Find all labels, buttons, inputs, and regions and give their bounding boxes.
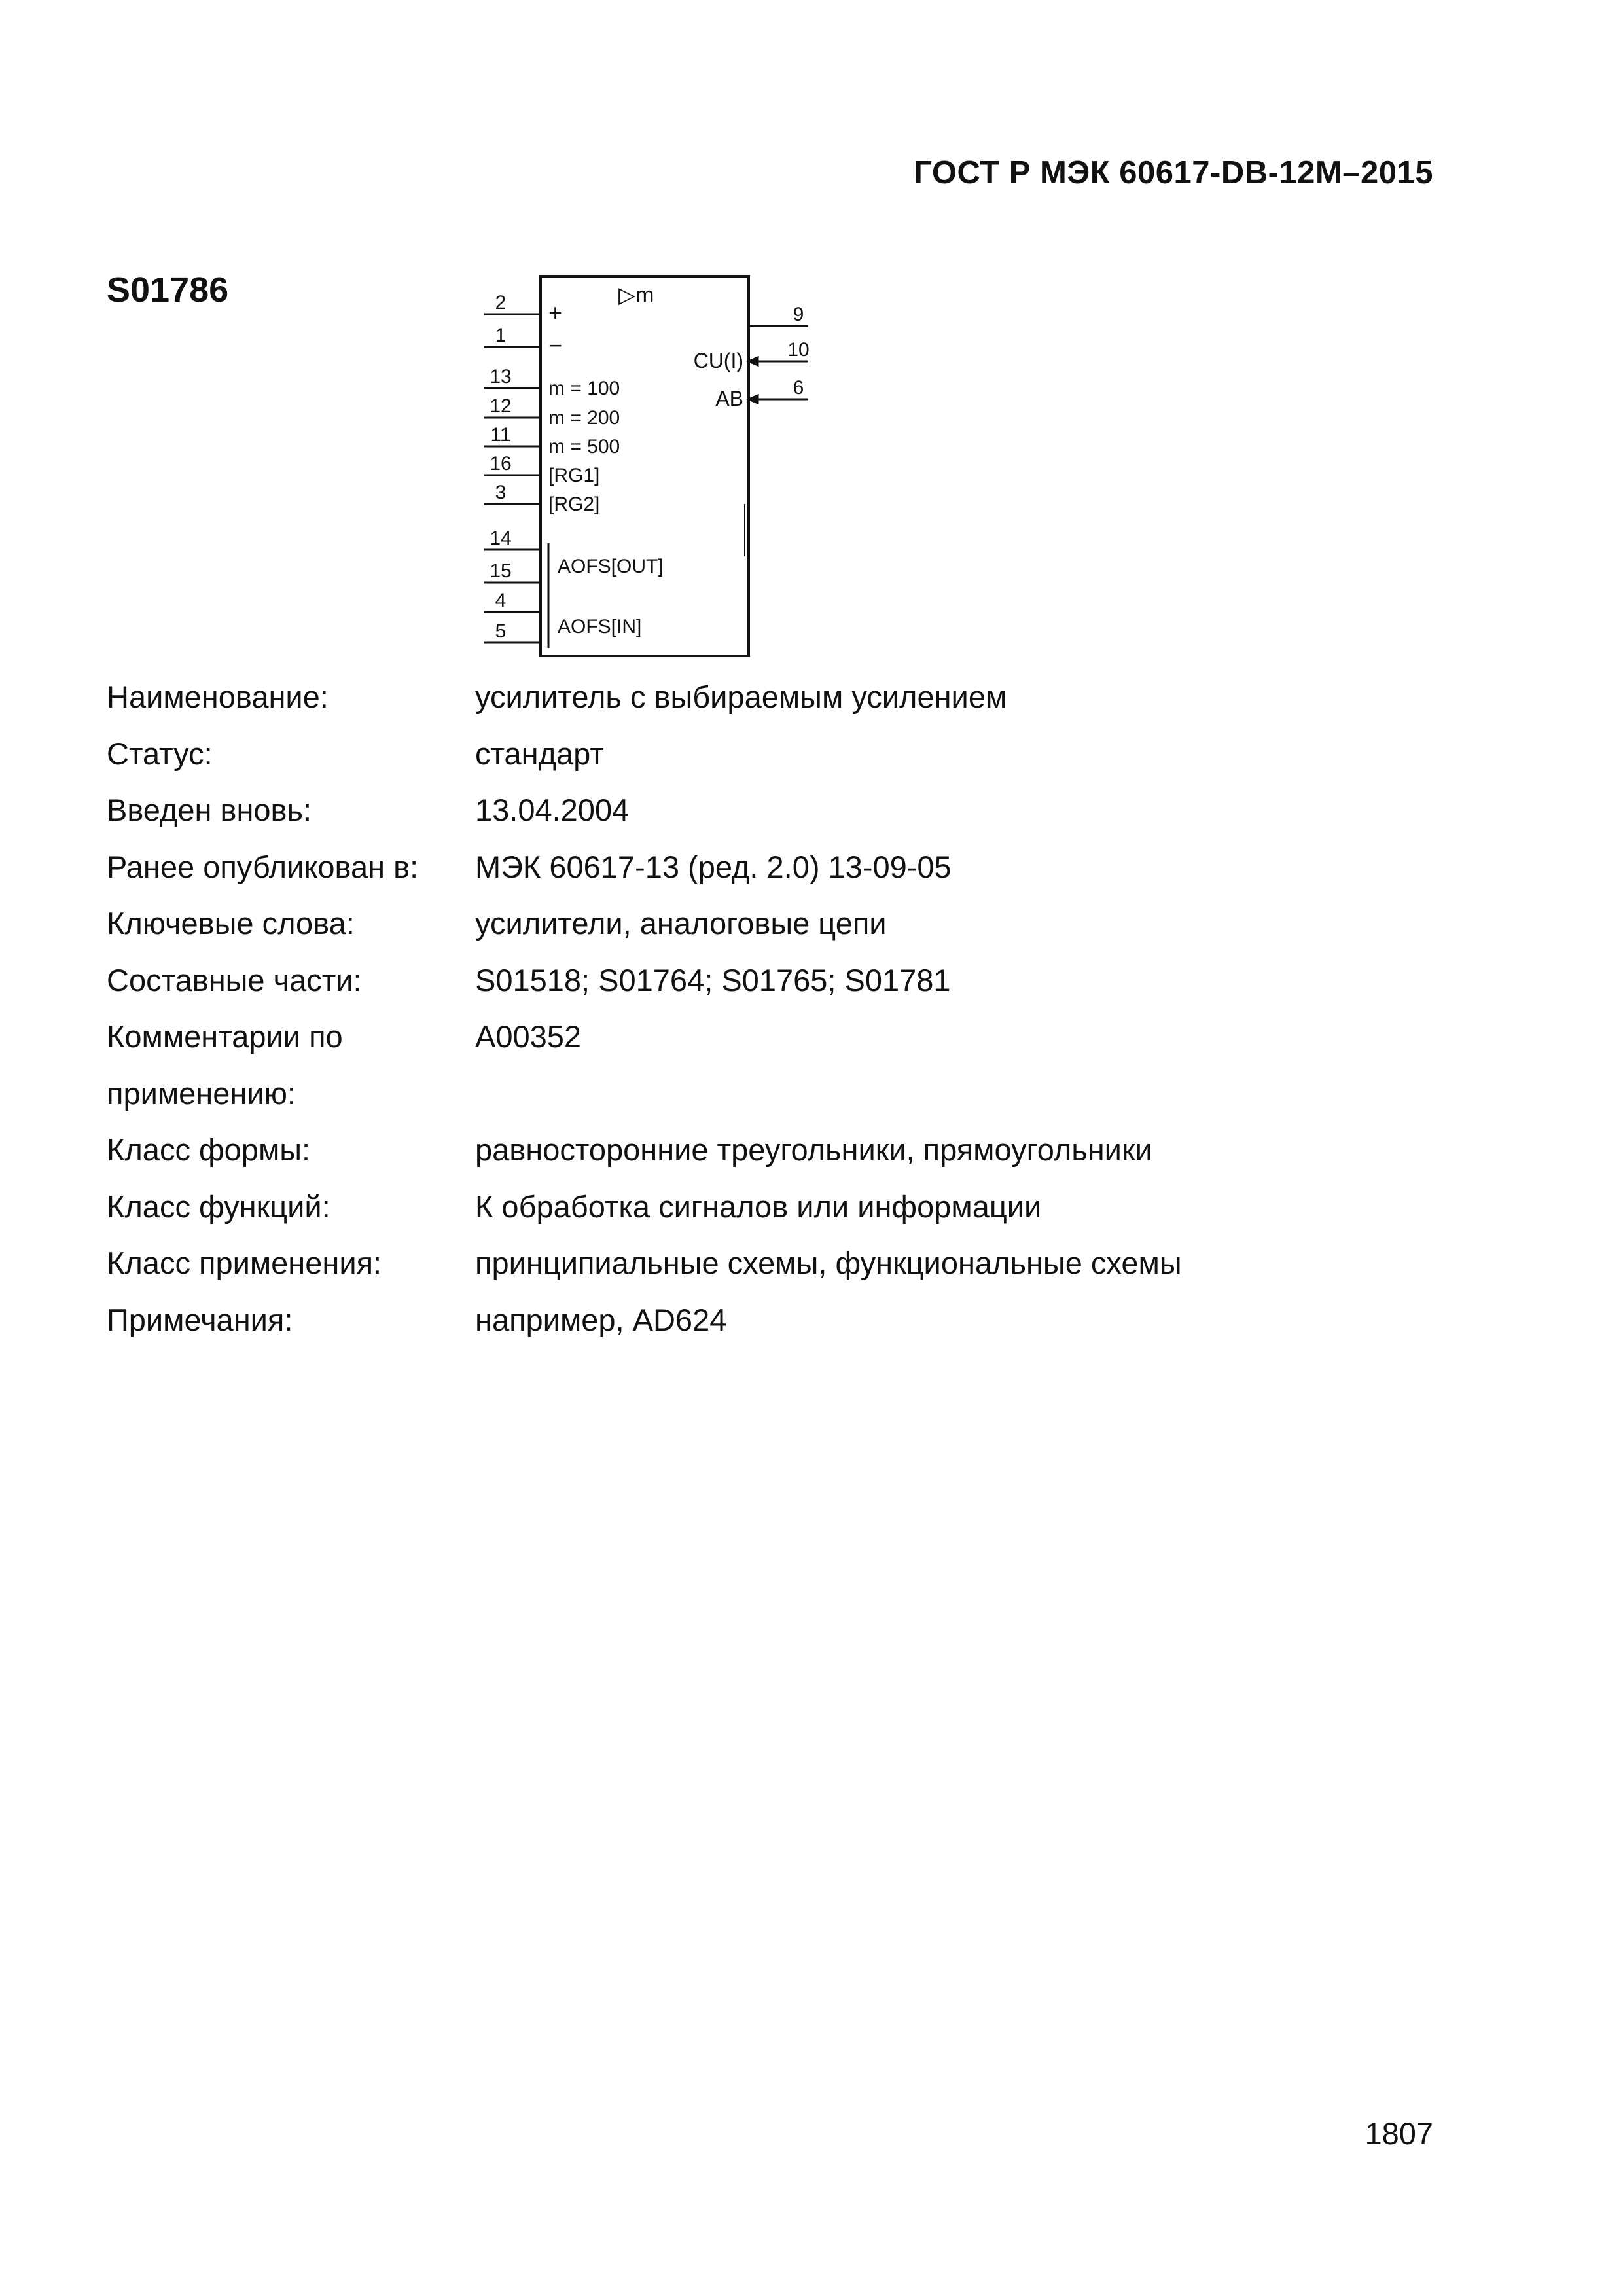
property-label: Составные части:: [107, 962, 362, 997]
page-number: 1807: [1364, 2116, 1433, 2151]
property-row: [107, 1122, 1448, 1179]
property-row: [107, 726, 1448, 783]
output-label: AB: [715, 387, 743, 410]
pin-number: 12: [490, 395, 512, 417]
pin-number: 2: [495, 292, 507, 314]
property-label: Ранее опубликован в:: [107, 849, 419, 884]
input-label: m = 200: [548, 407, 620, 429]
property-label: Ключевые слова:: [107, 906, 355, 941]
property-label: Класс функций:: [107, 1189, 330, 1224]
properties-table: [107, 669, 1448, 1348]
input-label: [RG2]: [548, 493, 600, 515]
property-value: К обработка сигналов или информации: [475, 1189, 1042, 1224]
property-value: A00352: [475, 1019, 582, 1054]
property-value: МЭК 60617-13 (ред. 2.0) 13-09-05: [475, 849, 952, 884]
property-value: 13.04.2004: [475, 793, 630, 827]
property-label: Наименование:: [107, 679, 329, 714]
property-row: [107, 1179, 1448, 1236]
output-label: CU(I): [693, 349, 743, 372]
property-row: [107, 1066, 1448, 1122]
pin-number: 10: [787, 339, 810, 361]
property-value: равносторонние треугольники, прямоугольники: [475, 1132, 1152, 1167]
symbol-code: S01786: [107, 270, 229, 310]
property-row: [107, 1009, 1448, 1066]
pin-number: 13: [490, 366, 512, 387]
pin-number: 14: [490, 528, 512, 549]
input-label: +: [548, 299, 563, 326]
property-label: Комментарии по: [107, 1019, 343, 1054]
left-pin-lines: [484, 314, 541, 643]
property-value: например, AD624: [475, 1302, 727, 1337]
property-label: Введен вновь:: [107, 793, 312, 827]
property-value: принципиальные схемы, функциональные схемы: [475, 1246, 1182, 1280]
property-row: [107, 1235, 1448, 1292]
property-label: применению:: [107, 1075, 296, 1111]
amplifier-symbol: [478, 268, 818, 674]
input-label: −: [548, 332, 563, 359]
property-label: Класс применения:: [107, 1246, 382, 1280]
input-label: [RG1]: [548, 465, 600, 486]
property-row: [107, 839, 1448, 896]
amplifier-qualifier: ▷m: [618, 283, 654, 308]
property-row: [107, 952, 1448, 1009]
pin-number: 11: [490, 424, 511, 446]
pin-number: 9: [793, 304, 804, 325]
property-value: [475, 1066, 1448, 1122]
pin-number: 5: [495, 620, 507, 642]
property-row: [107, 782, 1448, 839]
pin-number: 3: [495, 482, 507, 503]
property-row: [107, 1292, 1448, 1349]
property-value: стандарт: [475, 736, 604, 771]
property-row: [107, 669, 1448, 726]
property-value: усилители, аналоговые цепи: [475, 906, 887, 941]
property-label: Статус:: [107, 736, 213, 771]
property-value: усилитель с выбираемым усилением: [475, 679, 1007, 714]
pin-number: 4: [495, 590, 507, 611]
amplifier-symbol-svg: [478, 268, 818, 674]
property-label: Класс формы:: [107, 1132, 311, 1167]
property-row: [107, 895, 1448, 952]
pin-number: 1: [495, 325, 507, 346]
pin-number: 6: [793, 377, 804, 399]
input-label: m = 100: [548, 378, 620, 399]
input-label: m = 500: [548, 436, 620, 457]
standard-header: ГОСТ Р МЭК 60617-DB-12M–2015: [914, 155, 1433, 190]
property-value: S01518; S01764; S01765; S01781: [475, 962, 951, 997]
pin-number: 15: [490, 560, 512, 582]
input-label: AOFS[IN]: [558, 616, 642, 637]
pin-number: 16: [490, 453, 512, 475]
input-label: AOFS[OUT]: [558, 556, 664, 577]
property-label: Примечания:: [107, 1302, 293, 1337]
